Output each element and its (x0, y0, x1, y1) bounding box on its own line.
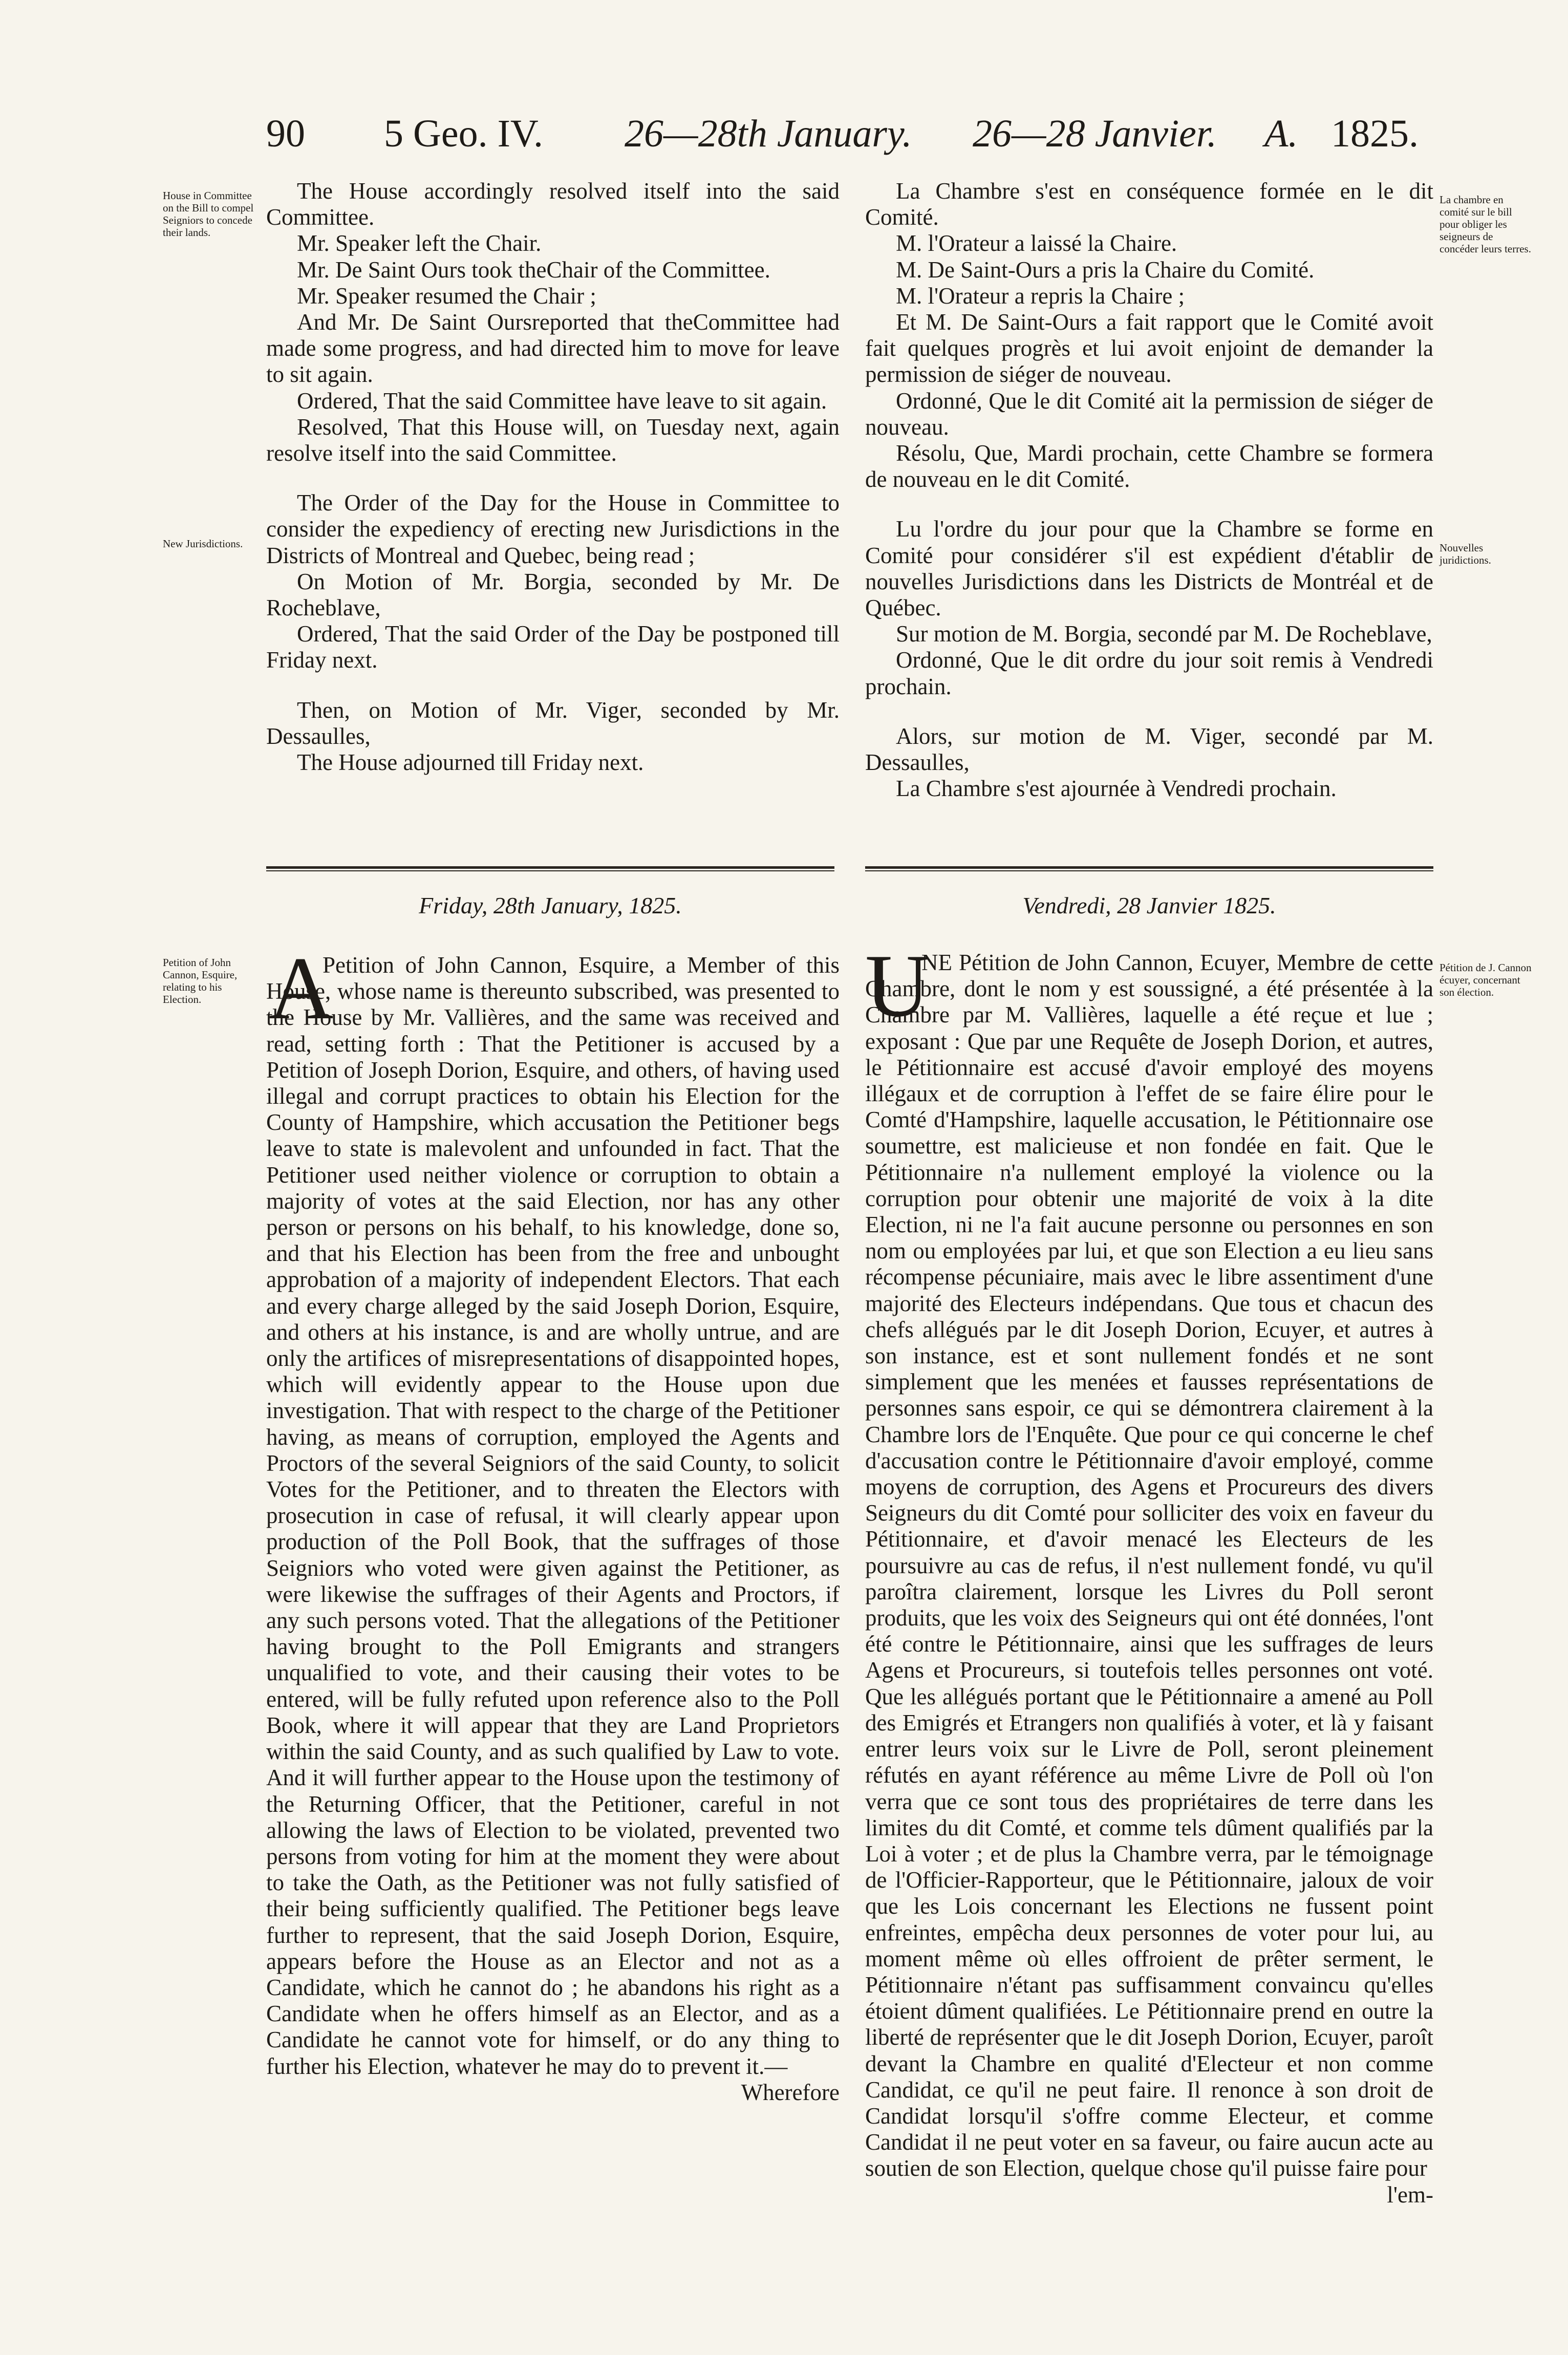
paragraph: La Chambre s'est en conséquence formée en le dit Comité. (865, 178, 1433, 230)
paragraph: Sur motion de M. Borgia, secondé par M. De Rocheblave, (896, 621, 1432, 647)
english-petition-column (266, 938, 840, 2106)
regnal-year: 5 Geo. IV. (384, 112, 544, 155)
paragraph: Mr. De Saint Ours took theChair of the Committee. (297, 256, 770, 283)
section-rule-english (266, 866, 834, 869)
petition-text-english: Petition of John Cannon, Esquire, a Member of this House, whose name is thereunto subscribed, was presented to the House by Mr. Vallières, and the same was received and read, setting forth : That the Petitioner is accused by a Petition of Joseph Dorion, Esquire, and others, of having used illegal and corrupt practices to obtain his Election for the County of Hampshire, which accusation the Petitioner begs leave to state is malevolent and unfounded in fact. That the Petitioner used neither violence or corruption to obtain a majority of votes at the said Election, nor has any other person or persons on his behalf, to his knowledge, done so, and that his Election has been from the free and unbought approbation of a majority of independent Electors. That each and every charge alleged by the said Joseph Dorion, Esquire, and others at his instance, is and are wholly untrue, and are only the artifices of misrepresentations of disappointed hopes, which will evidently appear to the House upon due investigation. That with respect to the charge of the Petitioner having, as means of corruption, employed the Agents and Proctors of the several Seigniors of the said County, to solicit Votes for the Petitioner, and to threaten the Electors with prosecution in case of refusal, it will clearly appear upon production of the Poll Book, that the suffrages of those Seigniors who voted were given against the Petitioner, as were likewise the suffrages of their Agents and Proctors, if any such persons voted. That the allegations of the Petitioner having brought to the Poll Emigrants and strangers unqualified to vote, and their causing their votes to be entered, will be fully refuted upon reference also to the Poll Book, where it will appear that they are Land Proprietors within the said County, and as such qualified by Law to vote. And it will further appear to the House upon the testimony of the Returning Officer, that the Petitioner, careful in not allowing the laws of Election to be violated, prevented two persons from voting for him at the moment they were about to take the Oath, as the Petitioner was not fully satisfied of their being sufficiently qualified. The Petitioner begs leave further to represent, that the said Joseph Dorion, Esquire, appears before the House as an Elector and not as a Candidate, which he cannot do ; he abandons his right as a Candidate when he offers himself as an Elector, and as a Candidate he cannot vote for himself, or do any thing to further his Election, whatever he may do to prevent it.— (266, 952, 840, 2079)
drop-cap-french: U (865, 936, 930, 1035)
paragraph: Résolu, Que, Mardi prochain, cette Chambre se formera de nouveau en le dit Comité. (865, 440, 1433, 493)
section-rule-french-thin (865, 870, 1433, 871)
petition-text-french: NE Pétition de John Cannon, Ecuyer, Membre de cette Chambre, dont le nom y est soussigné, a été présentée à la Chambre par M. Vallières, laquelle a été reçue et lue ; exposant : Que par une Requête de Joseph Dorion, et autres, le Pétitionnaire est accusé d'avoir employé des moyens illégaux et de corruption à l'effet de se faire élire pour le Comté d'Hampshire, laquelle accusation, le Pétitionnaire ose soumettre, est malicieuse et non fondée en fait. Que le Pétitionnaire n'a nullement employé la violence ou la corruption pour obtenir une majorité de voix à la dite Election, ni ne l'a fait aucune personne ou personnes en son nom ou employées par lui, et que son Election a eu lieu sans récompense pécuniaire, mais avec le libre assentiment d'une majorité des Electeurs indépendans. Que tous et chacun des chefs allégués par le dit Joseph Dorion, Ecuyer, et autres à son instance, est et sont nullement fondés et ne sont simplement que les menées et fausses représentations de personnes sans espoir, ce qui se démontrera clairement à la Chambre lors de l'Enquête. Que pour ce qui concerne le chef d'accusation contre le Pétitionnaire d'avoir employé, comme moyens de corruption, des Agens et Procureurs des divers Seigneurs du dit Comté pour solliciter des voix en faveur du Pétitionnaire, et d'avoir menacé les Electeurs de les poursuivre au cas de refus, il n'est nullement fondé, vu qu'il paroîtra clairement, lorsque les Livres du Poll seront produits, que les voix des Seigneurs qui ont été données, l'ont été contre le Pétitionnaire, ainsi que les suffrages de leurs Agens et Procureurs, si toutefois telles personnes ont voté. Que les allégués portant que le Pétitionnaire a amené au Poll des Emigrés et Etrangers non qualifiés à voter, et là y faisant entrer leurs voix sur le Livre de Poll, seront pleinement réfutés en ayant référence au même Livre de Poll où l'on verra que ce sont tous des propriétaires de terre dans les limites du dit Comté, et comme tels dûment qualifiés par la Loi à voter ; et de plus la Chambre verra, par le témoignage de l'Officier-Rapporteur, que le Pétitionnaire, jaloux de voir que les Lois concernant les Elections ne fussent point enfreintes, empêcha deux personnes de voter pour lui, au moment même où elles offroient de prêter serment, le Pétitionnaire n'étant pas suffisamment convaincu qu'elles étoient dûment qualifiées. Le Pétitionnaire prend en outre la liberté de représenter que le dit Joseph Dorion, Ecuyer, paroît devant la Chambre en qualité d'Electeur et non comme Candidat, ce qu'il ne peut faire. Il renonce à son droit de Candidat lorsqu'il s'offre comme Electeur, et comme Candidat il ne peut voter en sa faveur, ou faire aucun acte au soutien de son Election, quelque chose qu'il puisse faire pour (865, 950, 1433, 2181)
catchword-english: Wherefore (741, 2079, 840, 2105)
section-rule-english-thin (266, 870, 834, 871)
margin-note-petition-en: Petition of John Cannon, Esquire, relating to his Election. (163, 956, 238, 1005)
catchword-french: l'em- (1387, 2181, 1433, 2208)
paragraph: The Order of the Day for the House in Committee to consider the expediency of erecting new Jurisdictions in the Districts of Montreal and Quebec, being read ; (266, 490, 840, 568)
header-date-french: 26—28 Janvier. (973, 112, 1217, 155)
paragraph: M. De Saint-Ours a pris la Chaire du Comité. (896, 256, 1315, 283)
date-heading-english: Friday, 28th January, 1825. (419, 892, 682, 918)
english-column-top (266, 178, 840, 776)
margin-note-jurisdictions-fr: Nouvelles juridictions. (1440, 542, 1491, 566)
section-rule-french (865, 866, 1433, 869)
french-column-top (865, 178, 1433, 802)
paragraph: Resolved, That this House will, on Tuesday next, again resolve itself into the said Committee. (266, 414, 840, 466)
margin-note-committee-fr: La chambre en comité sur le bill pour obliger les seigneurs de concéder leurs terres. (1440, 194, 1531, 255)
paragraph: Mr. Speaker left the Chair. (297, 230, 542, 256)
paragraph: Et M. De Saint-Ours a fait rapport que le Comité avoit fait quelques progrès et lui avoit enjoint de demander la permission de siéger de nouveau. (865, 309, 1433, 388)
paragraph: M. l'Orateur a laissé la Chaire. (896, 230, 1177, 256)
paragraph: La Chambre s'est ajournée à Vendredi prochain. (896, 776, 1337, 802)
paragraph: Ordered, That the said Order of the Day be postponed till Friday next. (266, 621, 840, 673)
paragraph: The House adjourned till Friday next. (297, 750, 644, 776)
running-header (266, 112, 1444, 168)
header-date-english: 26—28th January. (625, 112, 912, 155)
paragraph: Ordered, That the said Committee have leave to sit again. (297, 388, 827, 414)
french-petition-column (865, 950, 1433, 2208)
paragraph: Alors, sur motion de M. Viger, secondé par M. Dessaulles, (865, 723, 1433, 776)
margin-note-petition-fr: Pétition de J. Cannon écuyer, concernant son élection. (1440, 961, 1532, 998)
paragraph: Then, on Motion of Mr. Viger, seconded by Mr. Dessaulles, (266, 697, 840, 749)
paragraph: On Motion of Mr. Borgia, seconded by Mr. De Rocheblave, (266, 568, 840, 621)
paragraph: M. l'Orateur a repris la Chaire ; (896, 283, 1185, 309)
margin-note-jurisdictions-en: New Jurisdictions. (163, 538, 243, 550)
date-heading-french: Vendredi, 28 Janvier 1825. (1022, 892, 1276, 918)
paragraph: Lu l'ordre du jour pour que la Chambre se forme en Comité pour considérer s'il est expédient d'établir de nouvelles Jurisdictions dans les Districts de Montréal et de Québec. (865, 516, 1433, 621)
paragraph: Ordonné, Que le dit ordre du jour soit remis à Vendredi prochain. (865, 647, 1433, 699)
header-anno: A. (1264, 112, 1298, 155)
paragraph: And Mr. De Saint Oursreported that theCommittee had made some progress, and had directed him to move for leave to sit again. (266, 309, 840, 388)
page-number: 90 (266, 112, 305, 155)
drop-cap-english: A (269, 938, 334, 1038)
margin-note-committee-en: House in Committee on the Bill to compel Seigniors to concede their lands. (163, 189, 254, 239)
paragraph: Mr. Speaker resumed the Chair ; (297, 283, 596, 309)
paragraph: Ordonné, Que le dit Comité ait la permission de siéger de nouveau. (865, 388, 1433, 440)
header-year: 1825. (1331, 112, 1419, 155)
paragraph: The House accordingly resolved itself into the said Committee. (266, 178, 840, 230)
